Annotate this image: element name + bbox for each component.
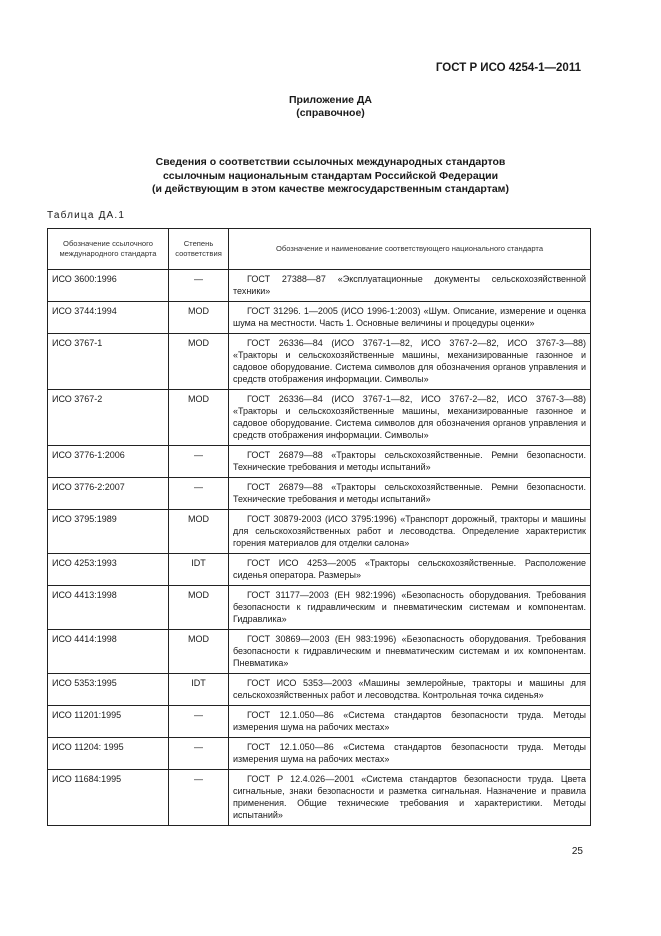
table-row bbox=[48, 630, 591, 674]
title-line: (и действующим в этом качестве межгосударственным стандартам) bbox=[152, 183, 509, 195]
title-line: ссылочным национальным стандартам Российской Федерации bbox=[162, 169, 499, 182]
annex-heading bbox=[0, 94, 661, 120]
table-row bbox=[48, 738, 591, 770]
cell-degree-of-conformity: IDT bbox=[169, 674, 229, 706]
title-line: Сведения о соответствии ссылочных международных стандартов bbox=[155, 156, 506, 168]
table-row bbox=[48, 554, 591, 586]
document-title bbox=[0, 156, 661, 197]
cell-national-standard: ГОСТ 12.1.050—86 «Система стандартов безопасности труда. Методы измерения шума на рабочих местах» bbox=[229, 706, 591, 738]
header-degree-of-conformity: Степень соответствия bbox=[169, 229, 229, 270]
header-national-standard: Обозначение и наименование соответствующего национального стандарта bbox=[229, 229, 591, 270]
cell-degree-of-conformity: MOD bbox=[169, 586, 229, 630]
header-international-standard: Обозначение ссылочного международного стандарта bbox=[48, 229, 169, 270]
cell-international-standard: ИСО 3776-2:2007 bbox=[48, 478, 169, 510]
cell-degree-of-conformity: — bbox=[169, 770, 229, 826]
cell-national-standard: ГОСТ 31177—2003 (ЕН 982:1996) «Безопасность оборудования. Требования безопасности к гидравлическим и пневматическим системам и компонентам. Гидравлика» bbox=[229, 586, 591, 630]
cell-national-standard: ГОСТ 26879—88 «Тракторы сельскохозяйственные. Ремни безопасности. Технические требования и методы испытаний» bbox=[229, 478, 591, 510]
cell-international-standard: ИСО 11204: 1995 bbox=[48, 738, 169, 770]
cell-international-standard: ИСО 3600:1996 bbox=[48, 270, 169, 302]
cell-international-standard: ИСО 11684:1995 bbox=[48, 770, 169, 826]
table-row bbox=[48, 706, 591, 738]
table-row bbox=[48, 270, 591, 302]
table-label: Таблица ДА.1 bbox=[47, 210, 126, 221]
cell-degree-of-conformity: MOD bbox=[169, 510, 229, 554]
cell-national-standard: ГОСТ 12.1.050—86 «Система стандартов безопасности труда. Методы измерения шума на рабочих местах» bbox=[229, 738, 591, 770]
annex-subtitle: (справочное) bbox=[296, 107, 365, 119]
cell-national-standard: ГОСТ 31296. 1—2005 (ИСО 1996-1:2003) «Шум. Описание, измерение и оценка шума на местности. Часть 1. Основные величины и процедуры оценки» bbox=[229, 302, 591, 334]
cell-degree-of-conformity: — bbox=[169, 270, 229, 302]
cell-degree-of-conformity: MOD bbox=[169, 390, 229, 446]
cell-international-standard: ИСО 3776-1:2006 bbox=[48, 446, 169, 478]
table-row bbox=[48, 586, 591, 630]
annex-title: Приложение ДА bbox=[289, 94, 372, 106]
cell-degree-of-conformity: — bbox=[169, 446, 229, 478]
cell-international-standard: ИСО 3744:1994 bbox=[48, 302, 169, 334]
cell-international-standard: ИСО 4253:1993 bbox=[48, 554, 169, 586]
cell-international-standard: ИСО 4414:1998 bbox=[48, 630, 169, 674]
table-row bbox=[48, 446, 591, 478]
cell-national-standard: ГОСТ 27388—87 «Эксплуатационные документы сельскохозяйственной техники» bbox=[229, 270, 591, 302]
cell-degree-of-conformity: MOD bbox=[169, 302, 229, 334]
cell-national-standard: ГОСТ 30869—2003 (ЕН 983:1996) «Безопасность оборудования. Требования безопасности к гидравлическим и пневматическим системам и их компонентам. Пневматика» bbox=[229, 630, 591, 674]
cell-national-standard: ГОСТ 26879—88 «Тракторы сельскохозяйственные. Ремни безопасности. Технические требования и методы испытаний» bbox=[229, 446, 591, 478]
cell-international-standard: ИСО 5353:1995 bbox=[48, 674, 169, 706]
cell-national-standard: ГОСТ ИСО 5353—2003 «Машины землеройные, тракторы и машины для сельскохозяйственных работ и лесоводства. Контрольная точка сиденья» bbox=[229, 674, 591, 706]
cell-national-standard: ГОСТ ИСО 4253—2005 «Тракторы сельскохозяйственные. Расположение сиденья оператора. Размеры» bbox=[229, 554, 591, 586]
cell-degree-of-conformity: MOD bbox=[169, 334, 229, 390]
correspondence-table bbox=[47, 228, 591, 826]
table-header-row bbox=[48, 229, 591, 270]
cell-national-standard: ГОСТ 26336—84 (ИСО 3767-1—82, ИСО 3767-2—82, ИСО 3767-3—88) «Тракторы и сельскохозяйственные машины, механизированные газонное и садовое оборудование. Система символов для обозначения органов управления и средств отображения информации. Символы» bbox=[229, 334, 591, 390]
cell-international-standard: ИСО 4413:1998 bbox=[48, 586, 169, 630]
table-row bbox=[48, 510, 591, 554]
cell-national-standard: ГОСТ 30879-2003 (ИСО 3795:1996) «Транспорт дорожный, тракторы и машины для сельскохозяйственных работ и лесоводства. Определение характеристик горения материалов для отделки салона» bbox=[229, 510, 591, 554]
cell-degree-of-conformity: IDT bbox=[169, 554, 229, 586]
page-number: 25 bbox=[571, 846, 583, 857]
cell-international-standard: ИСО 3795:1989 bbox=[48, 510, 169, 554]
cell-degree-of-conformity: — bbox=[169, 478, 229, 510]
document-code: ГОСТ Р ИСО 4254-1—2011 bbox=[435, 62, 581, 74]
cell-degree-of-conformity: MOD bbox=[169, 630, 229, 674]
cell-degree-of-conformity: — bbox=[169, 706, 229, 738]
table-row bbox=[48, 302, 591, 334]
table-row bbox=[48, 390, 591, 446]
table-row bbox=[48, 674, 591, 706]
table-row bbox=[48, 770, 591, 826]
cell-degree-of-conformity: — bbox=[169, 738, 229, 770]
cell-national-standard: ГОСТ Р 12.4.026—2001 «Система стандартов безопасности труда. Цвета сигнальные, знаки безопасности и разметка сигнальная. Назначение и правила применения. Общие технические требования и характеристики. Методы испытаний» bbox=[229, 770, 591, 826]
table-row bbox=[48, 334, 591, 390]
cell-international-standard: ИСО 3767-2 bbox=[48, 390, 169, 446]
cell-international-standard: ИСО 3767-1 bbox=[48, 334, 169, 390]
cell-international-standard: ИСО 11201:1995 bbox=[48, 706, 169, 738]
table-row bbox=[48, 478, 591, 510]
cell-national-standard: ГОСТ 26336—84 (ИСО 3767-1—82, ИСО 3767-2—82, ИСО 3767-3—88) «Тракторы и сельскохозяйственные машины, механизированные газонное и садовое оборудование. Система символов для обозначения органов управления и средств отображения информации. Символы» bbox=[229, 390, 591, 446]
